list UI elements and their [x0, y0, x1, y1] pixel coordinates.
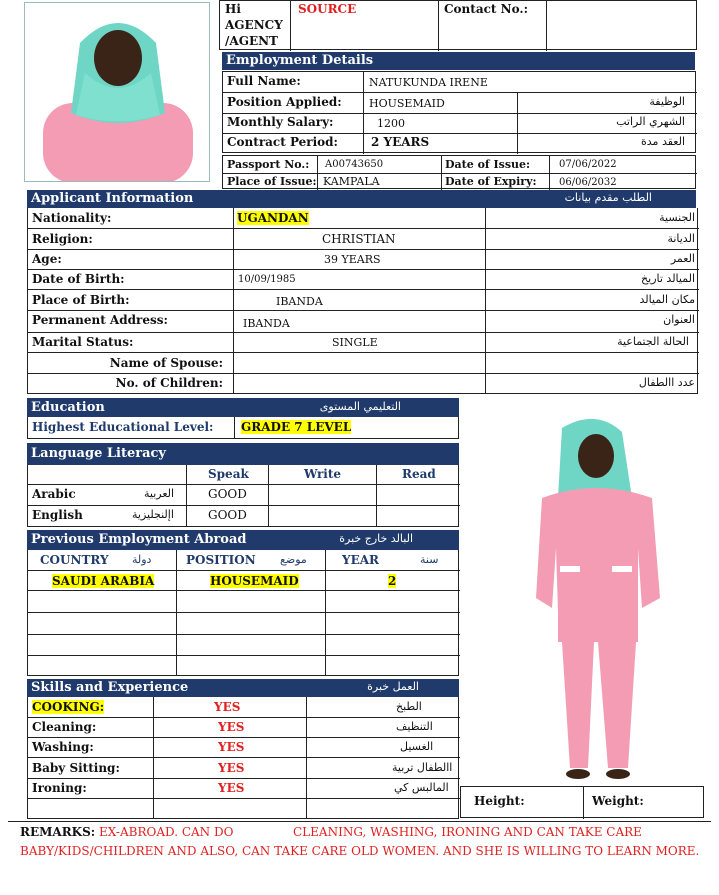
country-header: COUNTRY: [40, 553, 109, 567]
children-label: No. of Children:: [115, 376, 223, 390]
skill-washing-label: Washing:: [32, 740, 94, 754]
skill-cooking-ar: الطبخ: [396, 700, 422, 713]
dob-label: Date of Birth:: [32, 272, 125, 286]
position-ar: الوظيفة: [649, 95, 685, 108]
salary-label: Monthly Salary:: [227, 115, 334, 129]
read-header: Read: [402, 467, 436, 481]
skill-cleaning-ar: التنظيف: [396, 720, 433, 733]
language-header: Language Literacy: [27, 443, 459, 465]
religion-label: Religion:: [32, 232, 93, 246]
write-header: Write: [304, 467, 341, 481]
prev-position-value: HOUSEMAID: [210, 574, 299, 588]
nationality-value: UGANDAN: [237, 211, 309, 225]
skill-ironing-label: Ironing:: [32, 781, 87, 795]
skill-ironing-ar: المالبس كي: [394, 781, 449, 794]
contract-value: 2 YEARS: [371, 135, 430, 149]
weight-label: Weight:: [592, 794, 644, 808]
portrait-photo: [24, 2, 210, 182]
skill-cleaning-label: Cleaning:: [32, 720, 97, 734]
skills-title: Skills and Experience: [31, 680, 189, 695]
contract-ar: العقد مدة: [641, 135, 685, 148]
language-table: [27, 465, 459, 527]
prev-country-value: SAUDI ARABIA: [52, 574, 155, 588]
measure-box: [460, 786, 704, 818]
position-header: POSITION: [186, 553, 256, 567]
year-header-ar: سنة: [420, 553, 439, 566]
lang-english-ar: اإلنجليزية: [132, 508, 174, 521]
pob-label: Place of Birth:: [32, 293, 130, 307]
skills-header: [27, 679, 459, 697]
lang-arabic-speak: GOOD: [208, 487, 247, 501]
nationality-ar: الجنسية: [659, 211, 695, 224]
contract-label: Contract Period:: [227, 135, 338, 149]
year-header: YEAR: [342, 553, 379, 567]
education-title-ar: التعليمي المستوى: [319, 400, 401, 413]
pob-value: IBANDA: [276, 295, 323, 308]
skill-cooking-value: YES: [214, 700, 241, 714]
education-header: [27, 398, 459, 417]
lang-arabic: Arabic: [32, 487, 76, 501]
skill-ironing-value: YES: [218, 781, 245, 795]
dob-value: 10/09/1985: [238, 274, 296, 285]
header-row: [219, 0, 697, 50]
dob-ar: الميالد تاريخ: [641, 272, 695, 285]
skill-baby-label: Baby Sitting:: [32, 761, 120, 775]
position-label: Position Applied:: [227, 95, 342, 109]
skill-washing-value: YES: [218, 740, 245, 754]
lang-english-speak: GOOD: [208, 508, 247, 522]
remarks-label: REMARKS:: [20, 825, 96, 839]
lang-arabic-ar: العربية: [144, 487, 175, 500]
passport-label: Passport No.:: [227, 158, 310, 171]
remarks-text-2: BABY/KIDS/CHILDREN AND ALSO, CAN TAKE CARE OLD WOMEN. AND SHE IS WILLING TO LEARN MORE.: [20, 844, 700, 858]
address-label: Permanent Address:: [32, 313, 168, 327]
source-label: SOURCE: [298, 2, 357, 16]
children-ar: عدد االطفال: [638, 376, 695, 389]
religion-ar: الديانة: [667, 232, 695, 245]
education-level-value: GRADE 7 LEVEL: [241, 420, 352, 434]
applicant-header: [27, 190, 696, 208]
prev-year-value: 2: [388, 574, 397, 588]
place-issue-label: Place of Issue:: [227, 175, 317, 188]
previous-header: [27, 530, 459, 550]
remarks-box: [8, 821, 711, 889]
address-ar: العنوان: [663, 313, 695, 326]
lang-english: English: [32, 508, 83, 522]
marital-label: Marital Status:: [32, 335, 134, 349]
full-name-label: Full Name:: [227, 74, 301, 88]
skill-baby-value: YES: [218, 761, 245, 775]
country-header-ar: دولة: [132, 553, 152, 566]
applicant-title-ar: الطلب مقدم بيانات: [564, 191, 652, 204]
pob-ar: مكان الميالد: [639, 293, 695, 306]
remarks-line1: [20, 825, 233, 839]
address-value: IBANDA: [243, 317, 290, 330]
position-value: HOUSEMAID: [369, 97, 445, 110]
passport-table: [222, 155, 696, 189]
marital-value: SINGLE: [332, 336, 378, 349]
education-row: [27, 417, 459, 439]
expiry-value: 06/06/2032: [559, 177, 617, 188]
nationality-label: Nationality:: [32, 211, 112, 225]
position-header-ar: موضع: [280, 553, 307, 566]
speak-header: Speak: [208, 467, 249, 481]
marital-ar: الحالة الجتماعية: [617, 335, 689, 348]
contact-label: Contact No.:: [444, 2, 528, 16]
education-level-label: Highest Educational Level:: [32, 420, 214, 434]
issue-date-value: 07/06/2022: [559, 159, 617, 170]
skill-baby-ar: االطفال تربية: [392, 761, 453, 774]
expiry-label: Date of Expiry:: [445, 175, 537, 188]
religion-value: CHRISTIAN: [322, 232, 396, 246]
full-body-photo: [462, 398, 698, 784]
previous-title-ar: البالد خارج خبرة: [339, 532, 413, 545]
place-issue-value: KAMPALA: [323, 175, 380, 188]
hi-agency-label: Hi AGENCY /AGENT: [225, 2, 283, 48]
applicant-title: Applicant Information: [31, 191, 194, 206]
age-label: Age:: [32, 252, 62, 266]
salary-ar: الشهري الراتب: [616, 115, 685, 128]
skills-table: [27, 697, 459, 819]
education-title: Education: [31, 400, 105, 415]
issue-date-label: Date of Issue:: [445, 158, 531, 171]
previous-title: Previous Employment Abroad: [31, 532, 247, 547]
applicant-table: [27, 208, 698, 394]
skill-washing-ar: الغسيل: [400, 740, 434, 753]
salary-value: 1200: [377, 117, 405, 130]
employment-table: [222, 71, 696, 153]
skill-cooking-label: COOKING:: [32, 700, 105, 714]
skills-title-ar: العمل خبرة: [367, 680, 419, 693]
remarks-text-1b: CLEANING, WASHING, IRONING AND CAN TAKE CARE: [293, 825, 642, 839]
remarks-text-1a: EX-ABROAD. CAN DO: [99, 825, 234, 839]
skill-cleaning-value: YES: [218, 720, 245, 734]
spouse-label: Name of Spouse:: [109, 356, 223, 370]
passport-value: A00743650: [325, 159, 384, 170]
full-body-illustration: [462, 398, 698, 784]
age-value: 39 YEARS: [324, 253, 381, 266]
employment-header: Employment Details: [222, 52, 695, 70]
height-label: Height:: [474, 794, 525, 808]
full-name-value: NATUKUNDA IRENE: [369, 76, 488, 89]
previous-table: [27, 550, 459, 676]
portrait-illustration: [25, 3, 210, 182]
age-ar: العمر: [670, 252, 695, 265]
